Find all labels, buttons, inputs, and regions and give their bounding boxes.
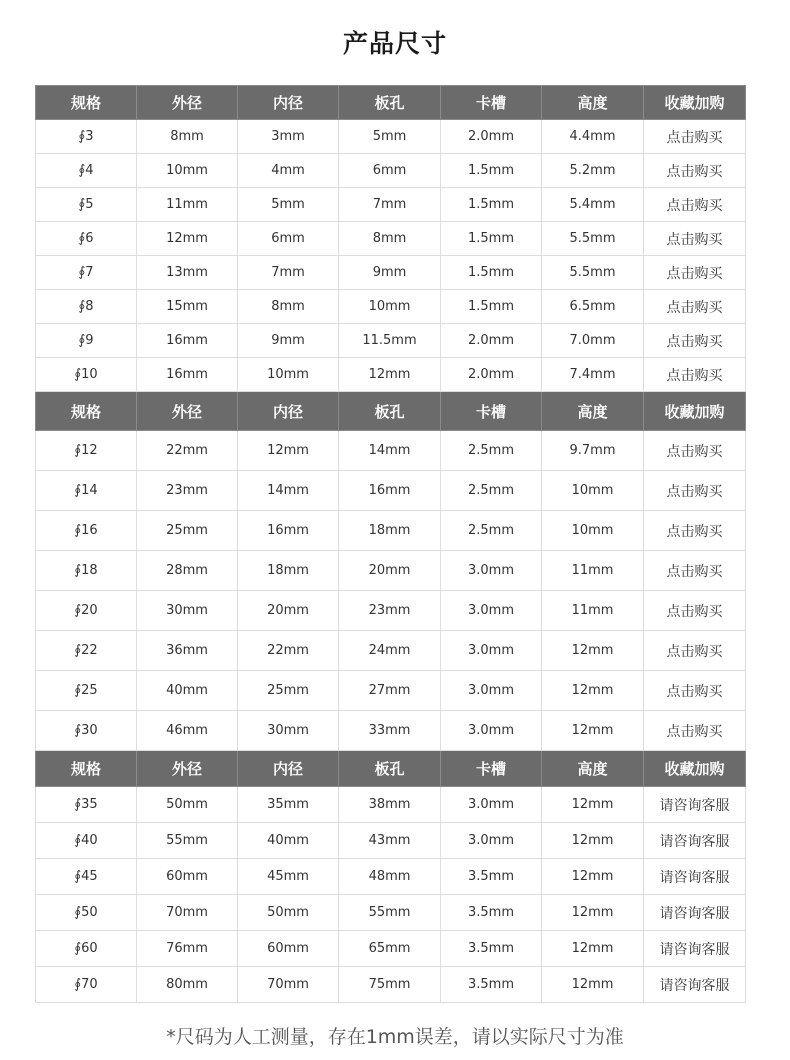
cell-outer-diameter: 76mm [137,931,238,967]
cell-groove: 3.0mm [441,711,542,751]
cell-spec: ∮12 [36,431,137,471]
cell-height: 12mm [542,631,644,671]
column-header-spec: 规格 [36,392,137,431]
action-link[interactable]: 点击购买 [644,358,746,392]
column-header-groove: 卡槽 [441,751,542,787]
cell-plate-hole: 24mm [339,631,441,671]
table-row [36,154,746,188]
table-row [36,859,746,895]
cell-spec: ∮18 [36,551,137,591]
cell-spec: ∮10 [36,358,137,392]
cell-plate-hole: 9mm [339,256,441,290]
cell-outer-diameter: 25mm [137,511,238,551]
table-row [36,471,746,511]
cell-plate-hole: 27mm [339,671,441,711]
table-row [36,823,746,859]
cell-outer-diameter: 23mm [137,471,238,511]
cell-inner-diameter: 6mm [238,222,339,256]
action-link[interactable]: 请咨询客服 [644,895,746,931]
cell-height: 9.7mm [542,431,644,471]
table-section [36,751,746,1003]
action-link[interactable]: 点击购买 [644,188,746,222]
cell-plate-hole: 20mm [339,551,441,591]
cell-spec: ∮7 [36,256,137,290]
cell-height: 12mm [542,895,644,931]
column-header-action: 收藏加购 [644,751,746,787]
cell-inner-diameter: 35mm [238,787,339,823]
action-link[interactable]: 请咨询客服 [644,859,746,895]
cell-height: 5.5mm [542,256,644,290]
cell-height: 10mm [542,511,644,551]
column-header-plate-hole: 板孔 [339,392,441,431]
cell-outer-diameter: 22mm [137,431,238,471]
table-row [36,787,746,823]
cell-groove: 2.0mm [441,324,542,358]
cell-plate-hole: 12mm [339,358,441,392]
cell-groove: 2.0mm [441,358,542,392]
cell-outer-diameter: 50mm [137,787,238,823]
action-link[interactable]: 点击购买 [644,154,746,188]
table-row [36,188,746,222]
cell-spec: ∮6 [36,222,137,256]
cell-inner-diameter: 3mm [238,120,339,154]
cell-height: 10mm [542,471,644,511]
cell-outer-diameter: 80mm [137,967,238,1003]
table-row [36,222,746,256]
cell-inner-diameter: 14mm [238,471,339,511]
cell-spec: ∮3 [36,120,137,154]
cell-outer-diameter: 16mm [137,324,238,358]
cell-groove: 1.5mm [441,154,542,188]
cell-groove: 1.5mm [441,256,542,290]
cell-outer-diameter: 36mm [137,631,238,671]
action-link[interactable]: 点击购买 [644,222,746,256]
cell-plate-hole: 16mm [339,471,441,511]
cell-plate-hole: 48mm [339,859,441,895]
action-link[interactable]: 点击购买 [644,711,746,751]
cell-plate-hole: 43mm [339,823,441,859]
cell-plate-hole: 75mm [339,967,441,1003]
action-link[interactable]: 点击购买 [644,256,746,290]
cell-groove: 2.5mm [441,471,542,511]
cell-height: 5.4mm [542,188,644,222]
action-link[interactable]: 点击购买 [644,631,746,671]
cell-spec: ∮60 [36,931,137,967]
column-header-inner-diameter: 内径 [238,751,339,787]
cell-height: 12mm [542,711,644,751]
table-row [36,591,746,631]
table-row [36,931,746,967]
cell-outer-diameter: 11mm [137,188,238,222]
table-header-row [36,751,746,787]
column-header-height: 高度 [542,86,644,120]
cell-inner-diameter: 8mm [238,290,339,324]
table-row [36,895,746,931]
action-link[interactable]: 点击购买 [644,551,746,591]
cell-plate-hole: 38mm [339,787,441,823]
cell-plate-hole: 55mm [339,895,441,931]
cell-groove: 3.5mm [441,895,542,931]
size-table [35,85,746,1003]
cell-spec: ∮4 [36,154,137,188]
action-link[interactable]: 请咨询客服 [644,967,746,1003]
column-header-outer-diameter: 外径 [137,86,238,120]
table-row [36,511,746,551]
table-row [36,120,746,154]
table-row [36,551,746,591]
cell-inner-diameter: 18mm [238,551,339,591]
table-row [36,256,746,290]
column-header-inner-diameter: 内径 [238,392,339,431]
cell-height: 7.4mm [542,358,644,392]
cell-groove: 2.5mm [441,431,542,471]
cell-inner-diameter: 16mm [238,511,339,551]
cell-outer-diameter: 55mm [137,823,238,859]
cell-spec: ∮14 [36,471,137,511]
cell-height: 12mm [542,823,644,859]
table-row [36,967,746,1003]
cell-inner-diameter: 12mm [238,431,339,471]
table-section [36,392,746,751]
cell-groove: 3.5mm [441,931,542,967]
cell-inner-diameter: 20mm [238,591,339,631]
cell-plate-hole: 14mm [339,431,441,471]
cell-groove: 3.5mm [441,967,542,1003]
table-header-row [36,86,746,120]
table-row [36,711,746,751]
cell-height: 12mm [542,967,644,1003]
cell-groove: 2.0mm [441,120,542,154]
cell-plate-hole: 6mm [339,154,441,188]
cell-outer-diameter: 8mm [137,120,238,154]
cell-plate-hole: 18mm [339,511,441,551]
cell-spec: ∮5 [36,188,137,222]
action-link[interactable]: 请咨询客服 [644,823,746,859]
cell-outer-diameter: 13mm [137,256,238,290]
cell-groove: 2.5mm [441,511,542,551]
cell-outer-diameter: 30mm [137,591,238,631]
cell-spec: ∮70 [36,967,137,1003]
cell-spec: ∮50 [36,895,137,931]
cell-groove: 3.0mm [441,671,542,711]
cell-inner-diameter: 60mm [238,931,339,967]
cell-groove: 3.0mm [441,823,542,859]
cell-outer-diameter: 16mm [137,358,238,392]
column-header-groove: 卡槽 [441,392,542,431]
cell-outer-diameter: 40mm [137,671,238,711]
cell-inner-diameter: 40mm [238,823,339,859]
column-header-spec: 规格 [36,86,137,120]
cell-outer-diameter: 10mm [137,154,238,188]
cell-height: 5.2mm [542,154,644,188]
table-row [36,324,746,358]
cell-spec: ∮45 [36,859,137,895]
action-link[interactable]: 点击购买 [644,324,746,358]
cell-inner-diameter: 22mm [238,631,339,671]
cell-height: 4.4mm [542,120,644,154]
column-header-outer-diameter: 外径 [137,751,238,787]
column-header-plate-hole: 板孔 [339,86,441,120]
cell-plate-hole: 8mm [339,222,441,256]
cell-groove: 3.0mm [441,551,542,591]
cell-outer-diameter: 28mm [137,551,238,591]
cell-height: 6.5mm [542,290,644,324]
action-link[interactable]: 点击购买 [644,471,746,511]
column-header-spec: 规格 [36,751,137,787]
action-link[interactable]: 请咨询客服 [644,931,746,967]
cell-plate-hole: 5mm [339,120,441,154]
table-row [36,631,746,671]
cell-groove: 1.5mm [441,222,542,256]
cell-height: 12mm [542,787,644,823]
measurement-footnote: *尺码为人工测量，存在1mm误差，请以实际尺寸为准 [166,1026,624,1048]
cell-spec: ∮30 [36,711,137,751]
cell-inner-diameter: 45mm [238,859,339,895]
table-header-row [36,392,746,431]
action-link[interactable]: 请咨询客服 [644,787,746,823]
cell-plate-hole: 23mm [339,591,441,631]
cell-inner-diameter: 10mm [238,358,339,392]
cell-spec: ∮16 [36,511,137,551]
cell-inner-diameter: 7mm [238,256,339,290]
column-header-height: 高度 [542,751,644,787]
cell-height: 12mm [542,671,644,711]
cell-spec: ∮20 [36,591,137,631]
table-section [36,86,746,392]
action-link[interactable]: 点击购买 [644,431,746,471]
cell-inner-diameter: 25mm [238,671,339,711]
column-header-action: 收藏加购 [644,86,746,120]
cell-inner-diameter: 9mm [238,324,339,358]
cell-plate-hole: 10mm [339,290,441,324]
cell-groove: 3.0mm [441,631,542,671]
cell-height: 12mm [542,859,644,895]
cell-plate-hole: 33mm [339,711,441,751]
cell-height: 11mm [542,551,644,591]
cell-groove: 3.0mm [441,591,542,631]
action-link[interactable]: 点击购买 [644,671,746,711]
page-title: 产品尺寸 [342,29,447,58]
cell-plate-hole: 11.5mm [339,324,441,358]
cell-spec: ∮35 [36,787,137,823]
cell-height: 5.5mm [542,222,644,256]
cell-plate-hole: 7mm [339,188,441,222]
cell-spec: ∮25 [36,671,137,711]
cell-spec: ∮8 [36,290,137,324]
cell-outer-diameter: 46mm [137,711,238,751]
cell-groove: 3.5mm [441,859,542,895]
cell-spec: ∮22 [36,631,137,671]
cell-inner-diameter: 50mm [238,895,339,931]
cell-height: 12mm [542,931,644,967]
column-header-outer-diameter: 外径 [137,392,238,431]
action-link[interactable]: 点击购买 [644,591,746,631]
table-row [36,290,746,324]
cell-groove: 1.5mm [441,188,542,222]
cell-inner-diameter: 30mm [238,711,339,751]
cell-inner-diameter: 70mm [238,967,339,1003]
cell-inner-diameter: 4mm [238,154,339,188]
cell-groove: 3.0mm [441,787,542,823]
cell-groove: 1.5mm [441,290,542,324]
column-header-plate-hole: 板孔 [339,751,441,787]
cell-outer-diameter: 12mm [137,222,238,256]
cell-outer-diameter: 15mm [137,290,238,324]
column-header-action: 收藏加购 [644,392,746,431]
cell-inner-diameter: 5mm [238,188,339,222]
column-header-groove: 卡槽 [441,86,542,120]
table-row [36,671,746,711]
cell-outer-diameter: 60mm [137,859,238,895]
cell-plate-hole: 65mm [339,931,441,967]
action-link[interactable]: 点击购买 [644,511,746,551]
cell-spec: ∮40 [36,823,137,859]
action-link[interactable]: 点击购买 [644,290,746,324]
column-header-inner-diameter: 内径 [238,86,339,120]
table-row [36,431,746,471]
action-link[interactable]: 点击购买 [644,120,746,154]
cell-height: 11mm [542,591,644,631]
cell-height: 7.0mm [542,324,644,358]
table-row [36,358,746,392]
cell-spec: ∮9 [36,324,137,358]
cell-outer-diameter: 70mm [137,895,238,931]
column-header-height: 高度 [542,392,644,431]
